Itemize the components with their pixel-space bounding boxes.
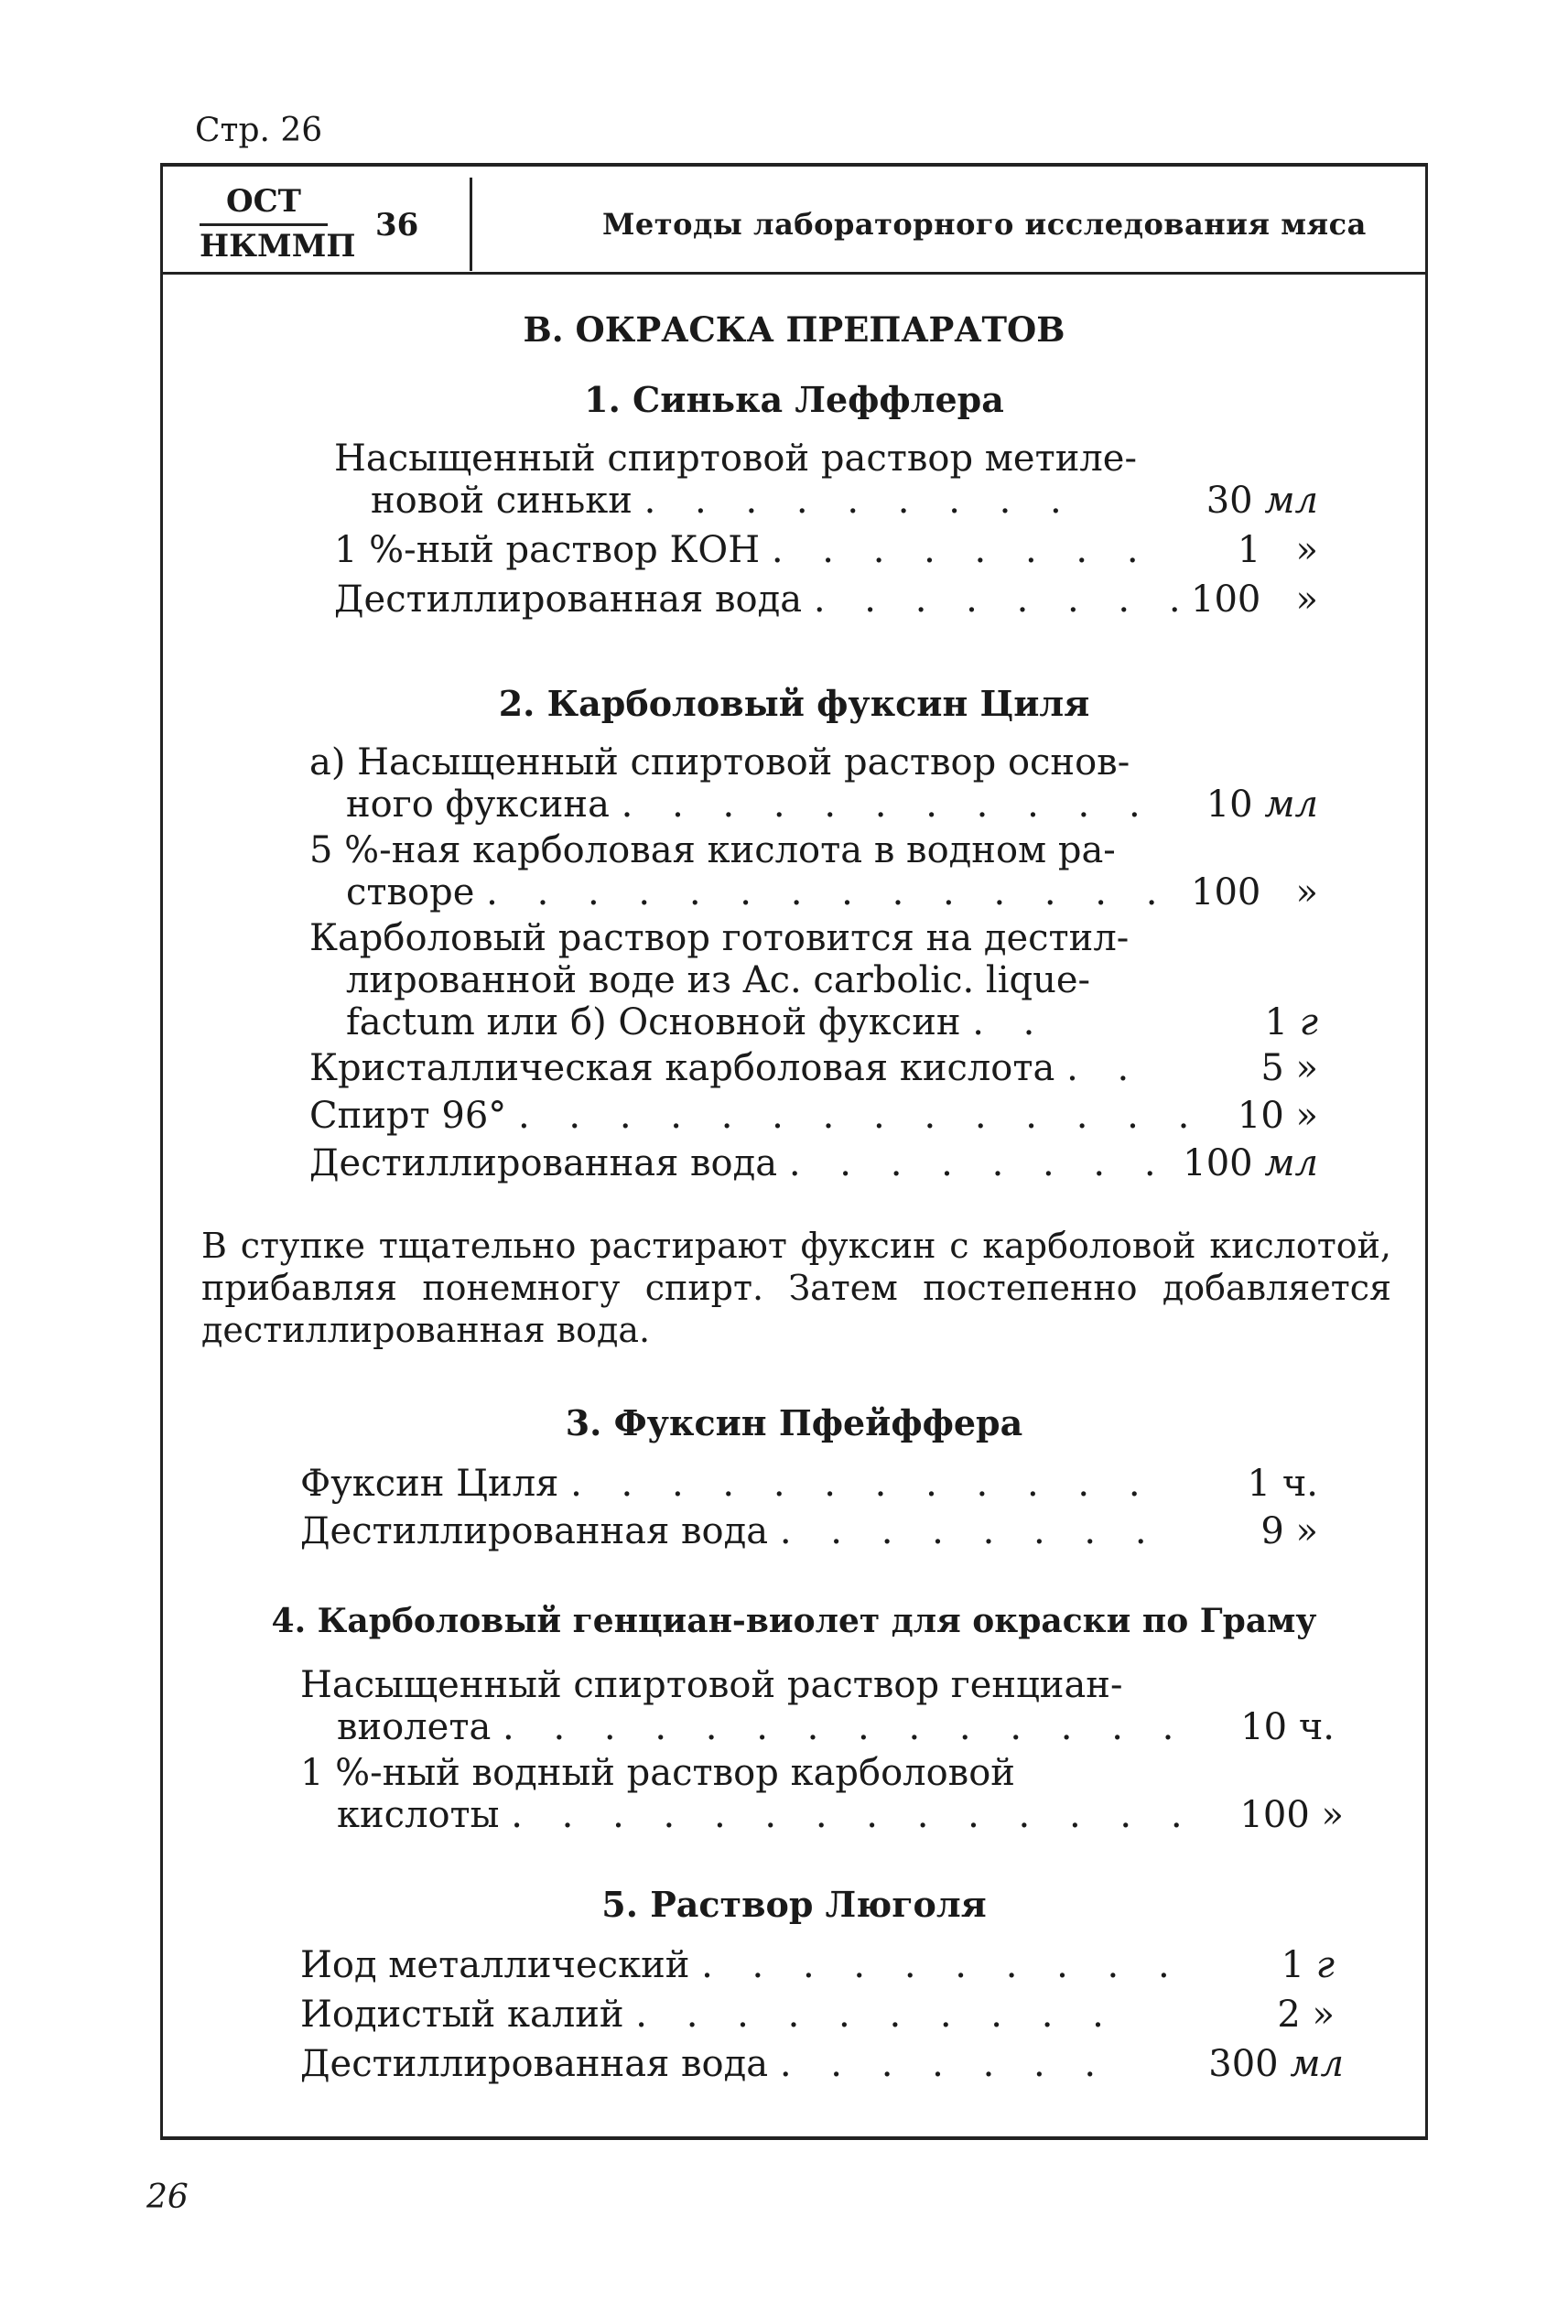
- quantity: 9 »: [1260, 1510, 1318, 1552]
- ingredient-line: Дестиллированная вода . . . . . . .: [300, 2043, 1110, 2085]
- ingredient-line: 1 %-ный раствор КОН . . . . . . . .: [334, 529, 1152, 571]
- ingredient-line: Иод металлический . . . . . . . . . .: [300, 1944, 1184, 1986]
- ingredient-line: Насыщенный спиртовой раствор метиле- новой синьки . . . . . . . . .: [334, 438, 1137, 522]
- ost-bottom: НКММП: [200, 228, 356, 265]
- ingredient-line: Иодистый калий . . . . . . . . . .: [300, 1994, 1118, 2036]
- page-frame: [160, 163, 1428, 2140]
- quantity: 1 ч.: [1247, 1463, 1318, 1505]
- quantity: 30 мл: [1206, 480, 1318, 522]
- ingredient-line: Дестиллированная вода . . . . . . . .: [300, 1510, 1161, 1552]
- preparation-note: В ступке тщательно растирают фуксин с карболовой кислотой, прибавляя понемногу спирт. Затем постепенно добавляется дестиллированная вода.: [201, 1226, 1391, 1350]
- quantity: 1 г: [1264, 1001, 1318, 1043]
- page-number: 26: [146, 2178, 189, 2216]
- page-header: Стр. 26: [195, 112, 323, 149]
- quantity: 100 мл: [1183, 1142, 1318, 1184]
- quantity: 1 г: [1281, 1944, 1335, 1986]
- quantity: 2 »: [1277, 1994, 1335, 2036]
- ingredient-line: а) Насыщенный спиртовой раствор основ- ного фуксина . . . . . . . . . . .: [309, 741, 1154, 826]
- ost-top: ОСТ: [200, 183, 328, 226]
- ingredient-line: Насыщенный спиртовой раствор генциан- виолета . . . . . . . . . . . . . .: [300, 1664, 1188, 1748]
- document-header: [163, 163, 1425, 275]
- quantity: 10 мл: [1206, 784, 1318, 826]
- section-title: В. ОКРАСКА ПРЕПАРАТОВ: [523, 309, 1065, 350]
- subsection-title: 4. Карболовый генциан-виолет для окраски по Граму: [271, 1602, 1317, 1640]
- ingredient-line: Дестиллированная вода . . . . . . . .: [309, 1142, 1170, 1184]
- ingredient-line: Фуксин Циля . . . . . . . . . . . .: [300, 1463, 1154, 1505]
- ingredient-line: Спирт 96° . . . . . . . . . . . . . .: [309, 1095, 1204, 1137]
- header-divider: [470, 178, 472, 271]
- quantity: 100 »: [1191, 871, 1318, 913]
- quantity: 5 »: [1260, 1047, 1318, 1089]
- ingredient-line: Дестиллированная вода . . . . . . . .: [334, 578, 1195, 621]
- subsection-title: 1. Синька Леффлера: [584, 379, 1004, 420]
- ingredient-line: Кристаллическая карболовая кислота . .: [309, 1047, 1143, 1089]
- quantity: 100 »: [1239, 1794, 1344, 1836]
- ost-code: [200, 183, 356, 265]
- quantity: 10 ч.: [1240, 1706, 1335, 1748]
- ingredient-line: 5 %-ная карболовая кислота в водном ра- створе . . . . . . . . . . . . . .: [309, 829, 1172, 913]
- quantity: 1 »: [1237, 529, 1318, 571]
- quantity: 100 »: [1191, 578, 1318, 621]
- quantity: 10 »: [1237, 1095, 1318, 1137]
- subsection-title: 2. Карболовый фуксин Циля: [498, 683, 1090, 724]
- subsection-title: 3. Фуксин Пфейффера: [565, 1402, 1023, 1443]
- subsection-title: 5. Раствор Люголя: [601, 1884, 987, 1925]
- ingredient-line: Карболовый раствор готовится на дестил- лированной воде из Ac. carbolic. lique- factum или б) Основной фуксин . .: [309, 917, 1130, 1043]
- quantity: 300 мл: [1208, 2043, 1344, 2085]
- document-title: Методы лабораторного исследования мяса: [602, 207, 1367, 242]
- ost-number: 36: [375, 207, 419, 243]
- ingredient-line: 1 %-ный водный раствор карболовой кислоты . . . . . . . . . . . . . .: [300, 1752, 1196, 1836]
